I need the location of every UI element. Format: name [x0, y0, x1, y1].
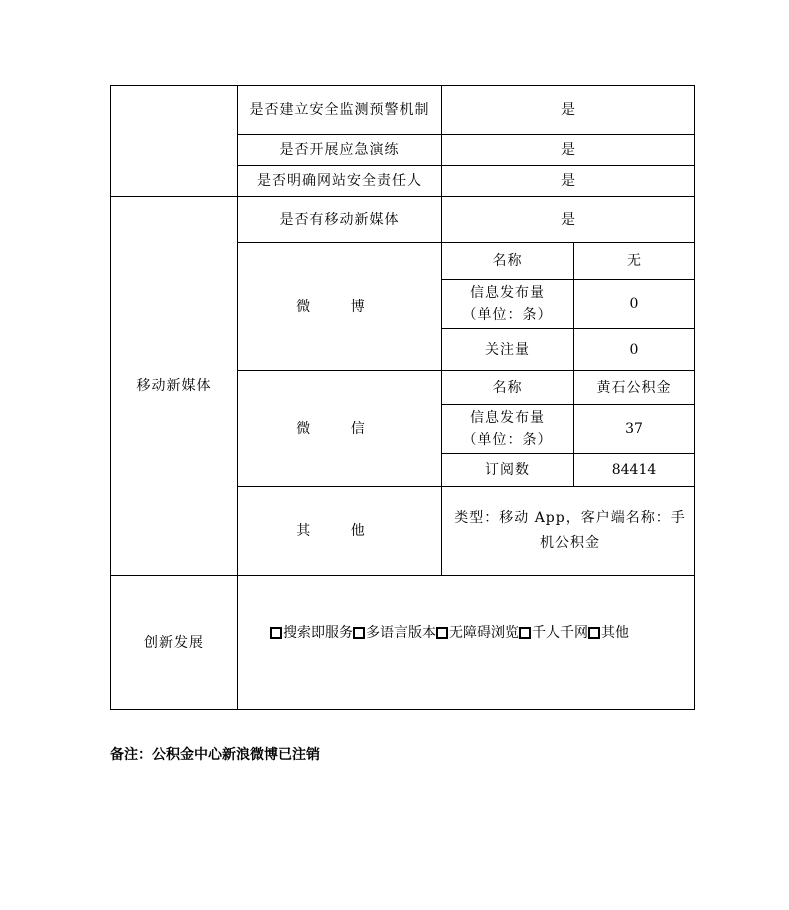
monitoring-value: 是 [442, 86, 695, 135]
mobile-media-section: 移动新媒体 [111, 197, 238, 576]
weibo-name-label: 名称 [442, 243, 574, 280]
wechat-posts-value: 37 [574, 405, 695, 454]
other-label: 其 他 [238, 487, 442, 576]
wechat-posts-label-line2: （单位：条） [462, 432, 553, 448]
weibo-posts-label [442, 280, 574, 329]
weibo-posts-label-line2: （单位：条） [462, 307, 553, 323]
checkbox-icon[interactable] [270, 627, 282, 639]
wechat-label: 微 信 [238, 371, 442, 487]
option-label: 多语言版本 [366, 624, 436, 641]
responsible-label: 是否明确网站安全责任人 [238, 166, 442, 197]
has-media-value: 是 [442, 197, 695, 243]
wechat-name-label: 名称 [442, 371, 574, 405]
weibo-label: 微 博 [238, 243, 442, 371]
wechat-subs-value: 84414 [574, 454, 695, 487]
wechat-name-value: 黄石公积金 [574, 371, 695, 405]
blank-section-cell [111, 86, 238, 197]
has-media-label: 是否有移动新媒体 [238, 197, 442, 243]
weibo-name-value: 无 [574, 243, 695, 280]
responsible-value: 是 [442, 166, 695, 197]
weibo-followers-label: 关注量 [442, 329, 574, 371]
option-multilingual[interactable] [353, 625, 436, 641]
weibo-posts-value: 0 [574, 280, 695, 329]
remark-note: 备注：公积金中心新浪微博已注销 [110, 747, 320, 763]
wechat-subs-label: 订阅数 [442, 454, 574, 487]
option-label: 搜索即服务 [283, 624, 353, 641]
option-label: 无障碍浏览 [449, 624, 519, 641]
wechat-posts-label [442, 405, 574, 454]
innovation-section: 创新发展 [111, 576, 238, 710]
checkbox-icon[interactable] [353, 627, 365, 639]
option-accessibility[interactable] [436, 625, 519, 641]
checkbox-icon[interactable] [588, 627, 600, 639]
option-personalized[interactable] [519, 625, 588, 641]
weibo-followers-value: 0 [574, 329, 695, 371]
weibo-posts-label-line1: 信息发布量 [470, 285, 545, 301]
drill-value: 是 [442, 135, 695, 166]
option-label: 千人千网 [532, 624, 588, 641]
drill-label: 是否开展应急演练 [238, 135, 442, 166]
monitoring-label: 是否建立安全监测预警机制 [238, 86, 442, 135]
option-search-service[interactable] [270, 625, 353, 641]
other-value: 类型：移动 App，客户端名称：手机公积金 [442, 487, 695, 576]
option-label: 其他 [601, 624, 629, 641]
wechat-posts-label-line1: 信息发布量 [470, 410, 545, 426]
info-table [110, 85, 695, 710]
option-other[interactable] [588, 625, 629, 641]
innovation-options [238, 576, 695, 710]
checkbox-icon[interactable] [519, 627, 531, 639]
checkbox-icon[interactable] [436, 627, 448, 639]
